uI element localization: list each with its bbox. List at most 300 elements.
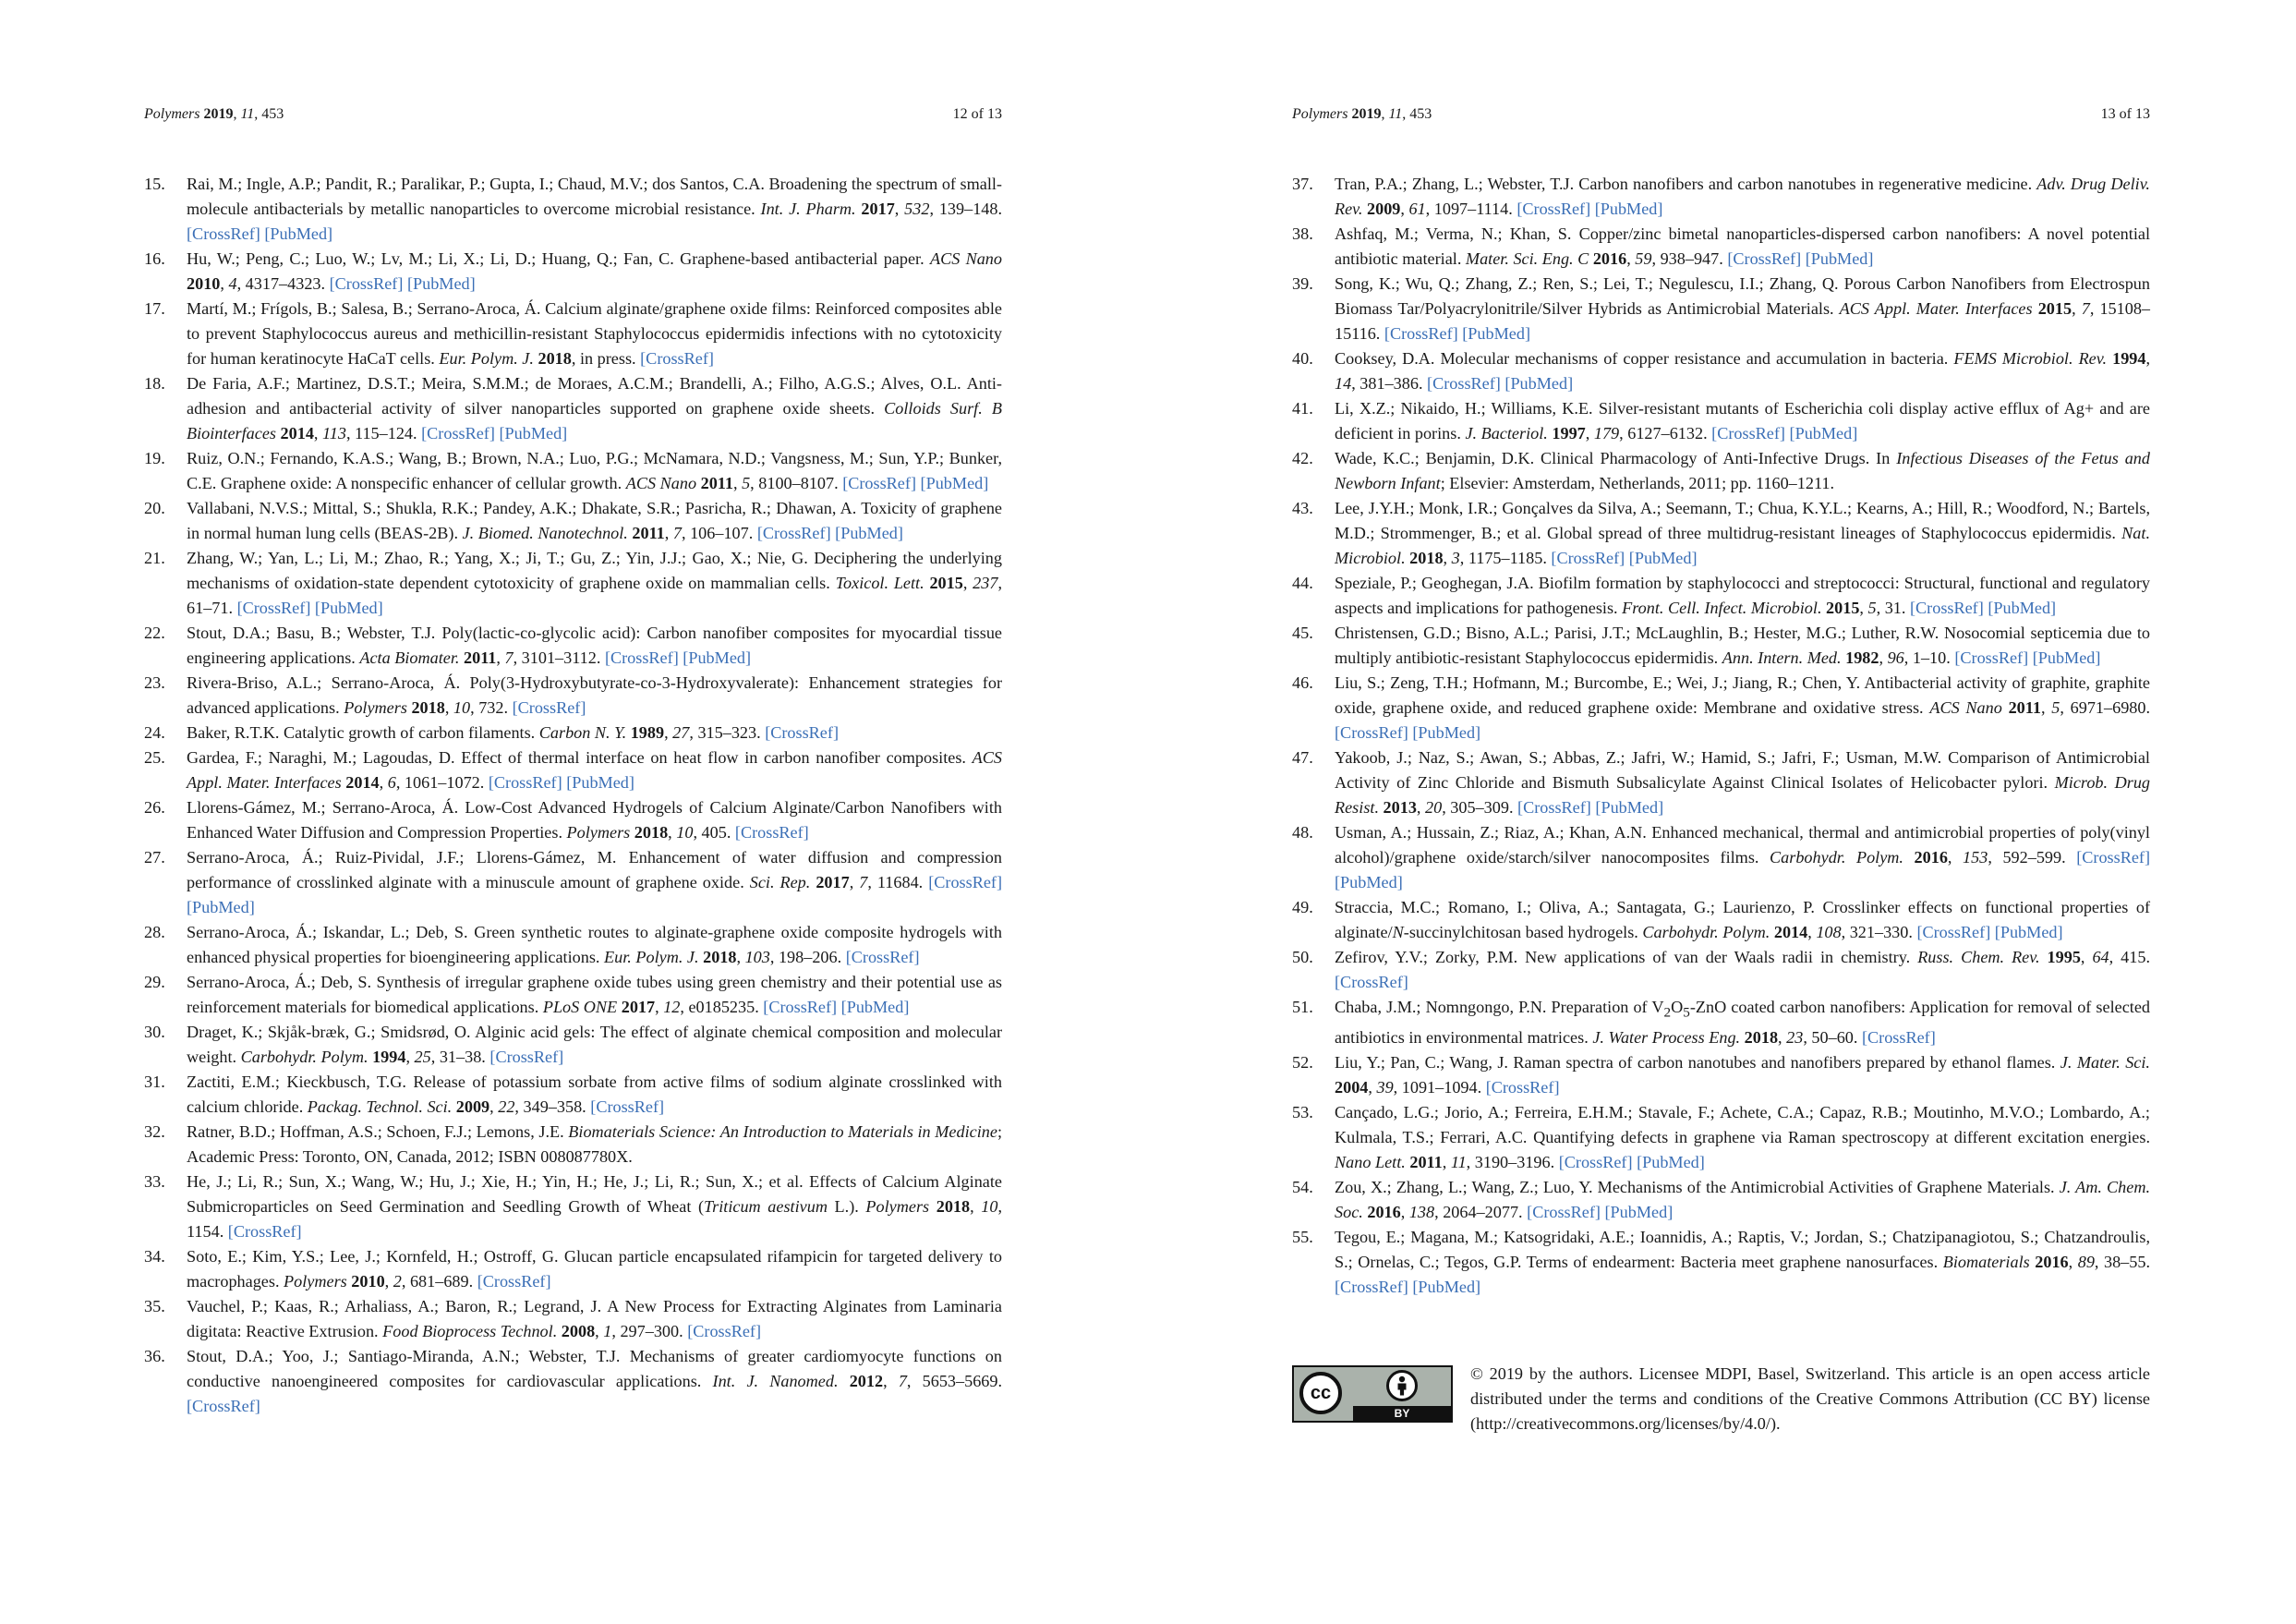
crossref-link[interactable]: [CrossRef] [1517, 798, 1591, 817]
crossref-link[interactable]: [CrossRef] [1335, 973, 1408, 991]
reference-text [187, 671, 1002, 721]
reference-italic-run: Polymers [344, 698, 407, 717]
reference-text [1335, 446, 2150, 496]
reference-year: 1994 [2112, 349, 2146, 368]
journal-citation: Polymers 2019, 11, 453 [1292, 106, 1432, 122]
reference-text-run: , [1400, 1202, 1409, 1221]
reference-year: 2012 [849, 1372, 884, 1390]
reference-number: 21. [144, 549, 165, 567]
reference-number: 52. [1292, 1052, 1313, 1072]
reference-italic-run: Carbohydr. Polym. [1642, 923, 1770, 941]
reference-year: 2016 [1367, 1202, 1401, 1221]
pubmed-link[interactable]: [PubMed] [1805, 249, 1874, 268]
crossref-link[interactable]: [CrossRef] [1727, 249, 1802, 268]
reference-item [1292, 446, 2150, 496]
reference-text-run: , [489, 1097, 499, 1116]
crossref-link[interactable]: [CrossRef] [842, 474, 916, 492]
reference-text [187, 1244, 1002, 1294]
reference-text-run: Stout, D.A.; Yoo, J.; Santiago-Miranda, A.N.; Webster, T.J. Mechanisms of greater cardiomyocyte functions on conductive nanoengineered composites for cardiovascular applications. [187, 1347, 1002, 1390]
reference-italic-run: Int. J. Nanomed. [712, 1372, 839, 1390]
reference-year: 2018 [936, 1197, 971, 1216]
reference-item [144, 1344, 1002, 1419]
reference-year: 2015 [2037, 299, 2072, 318]
crossref-link[interactable]: [CrossRef] [1954, 648, 2029, 667]
reference-number: 27. [144, 848, 165, 867]
reference-text-run: Draget, K.; Skjåk-bræk, G.; Smidsrød, O. Alginic acid gels: The effect of alginate chemical composition and molecular weight. [187, 1023, 1002, 1066]
reference-italic-run: ACS Nano [625, 474, 697, 492]
reference-year: 2009 [455, 1097, 490, 1116]
reference-text-run: , [664, 524, 673, 542]
reference-text-run: L.). [827, 1197, 866, 1216]
reference-text-run: , [2068, 1252, 2078, 1271]
reference-text-run: , [379, 773, 388, 792]
reference-text [1335, 346, 2150, 396]
reference-text [187, 1294, 1002, 1344]
reference-text-run: , 1154. [187, 1197, 1002, 1241]
journal-name: Polymers [1292, 106, 1348, 122]
reference-year: 2011 [2008, 698, 2041, 717]
reference-text [1335, 222, 2150, 272]
reference-text-run: , 38–55. [2094, 1252, 2151, 1271]
reference-text-run: , 415. [2109, 948, 2151, 966]
reference-text-run: Zactiti, E.M.; Kieckbusch, T.G. Release of potassium sorbate from active films of sodium alginate crosslinked with calcium chloride. [187, 1073, 1002, 1116]
reference-year: 2018 [703, 948, 737, 966]
journal-article: , 453 [254, 106, 284, 122]
reference-text-run: , 50–60. [1803, 1027, 1862, 1047]
reference-text-run: Wade, K.C.; Benjamin, D.K. Clinical Pharmacology of Anti-Infective Drugs. In [1335, 449, 1897, 467]
journal-volume: 11 [1388, 106, 1403, 122]
crossref-link[interactable]: [CrossRef] [1711, 424, 1785, 442]
reference-year: 2016 [1592, 249, 1627, 268]
crossref-link[interactable]: [CrossRef] [236, 599, 311, 617]
reference-italic-run: Eur. Polym. J. [604, 948, 699, 966]
reference-italic-run: 12 [663, 998, 681, 1016]
reference-italic-run: Russ. Chem. Rev. [1917, 948, 2040, 966]
pubmed-link[interactable]: [PubMed] [566, 773, 634, 792]
reference-year: 1995 [2047, 948, 2081, 966]
reference-italic-run: Nat. Microbiol. [1335, 524, 2150, 567]
reference-text-run: , 349–358. [514, 1097, 591, 1116]
reference-number: 20. [144, 499, 165, 517]
page-number: 13 of 13 [2100, 106, 2150, 122]
reference-subscript: 2 [1663, 1004, 1672, 1021]
reference-italic-run: 103 [744, 948, 770, 966]
reference-list [144, 172, 1002, 1419]
reference-text-run: , 938–947. [1651, 249, 1728, 268]
journal-volume: 11 [240, 106, 255, 122]
reference-year: 2018 [538, 349, 572, 368]
pubmed-link[interactable]: [PubMed] [264, 224, 333, 243]
reference-number: 36. [144, 1347, 165, 1365]
crossref-link[interactable]: [CrossRef] [765, 723, 839, 742]
crossref-link[interactable]: [CrossRef] [488, 773, 562, 792]
crossref-link[interactable]: [CrossRef] [187, 224, 260, 243]
crossref-link[interactable]: [CrossRef] [1558, 1152, 1633, 1171]
reference-italic-run: 61 [1408, 200, 1426, 218]
reference-year: 2011 [632, 524, 665, 542]
reference-year: 2018 [411, 698, 445, 717]
reference-text-run: Llorens-Gámez, M.; Serrano-Aroca, Á. Low-Cost Advanced Hydrogels of Calcium Alginate/Carbon Nanofibers with Enhanced Water Diffusion and Compression Properties. [187, 798, 1002, 842]
reference-italic-run: 7 [672, 524, 682, 542]
reference-text-run: , [2080, 948, 2093, 966]
reference-text-run: , 321–330. [1841, 923, 1917, 941]
pubmed-link[interactable]: [PubMed] [499, 424, 568, 442]
reference-italic-run: 5 [742, 474, 751, 492]
reference-italic-run: J. Biomed. Nanotechnol. [462, 524, 628, 542]
pubmed-link[interactable]: [PubMed] [1637, 1152, 1705, 1171]
reference-text-run: , 6127–6132. [1619, 424, 1712, 442]
pubmed-link[interactable]: [PubMed] [835, 524, 903, 542]
crossref-link[interactable]: [CrossRef] [1335, 723, 1408, 742]
crossref-link[interactable]: [CrossRef] [477, 1272, 551, 1291]
reference-text [1335, 745, 2150, 820]
crossref-link[interactable]: [CrossRef] [1861, 1027, 1936, 1047]
reference-italic-run: Nano Lett. [1335, 1152, 1406, 1171]
reference-italic-run: Biomaterials [1942, 1252, 2030, 1271]
reference-italic-run: J. Bacteriol. [1465, 424, 1548, 442]
reference-text [187, 845, 1002, 920]
crossref-link[interactable]: [CrossRef] [512, 698, 586, 717]
crossref-link[interactable]: [CrossRef] [928, 873, 1003, 891]
crossref-link[interactable]: [CrossRef] [1384, 324, 1458, 343]
reference-text-run: , [595, 1322, 604, 1340]
reference-year: 2017 [621, 998, 656, 1016]
reference-item [1292, 1050, 2150, 1100]
reference-text-run: Zefirov, Y.V.; Zorky, P.M. New applications of van der Waals radii in chemistry. [1335, 948, 1918, 966]
crossref-link[interactable]: [CrossRef] [1335, 1277, 1408, 1296]
crossref-link[interactable]: [CrossRef] [1916, 923, 1991, 941]
reference-text-run: Baker, R.T.K. Catalytic growth of carbon filaments. [187, 723, 539, 742]
reference-text-run: , [1368, 1077, 1377, 1097]
reference-number: 23. [144, 673, 165, 692]
reference-item [1292, 995, 2150, 1050]
reference-number: 54. [1292, 1177, 1313, 1196]
reference-text [187, 1344, 1002, 1419]
pubmed-link[interactable]: [PubMed] [1504, 374, 1574, 393]
pubmed-link[interactable]: [PubMed] [1994, 923, 2063, 941]
reference-year: 1997 [1552, 424, 1586, 442]
reference-italic-run: 1 [603, 1322, 612, 1340]
reference-text [1335, 1050, 2150, 1100]
reference-year: 2009 [1367, 200, 1401, 218]
reference-number: 31. [144, 1073, 165, 1091]
pubmed-link[interactable]: [PubMed] [1595, 798, 1664, 817]
reference-number: 47. [1292, 748, 1313, 767]
reference-number: 38. [1292, 224, 1313, 243]
pubmed-link[interactable]: [PubMed] [1628, 549, 1698, 567]
reference-number: 33. [144, 1172, 165, 1191]
crossref-link[interactable]: [CrossRef] [687, 1322, 762, 1340]
reference-text-run: , 1061–1072. [395, 773, 489, 792]
crossref-link[interactable]: [CrossRef] [1485, 1077, 1560, 1097]
reference-italic-run: 39 [1376, 1077, 1394, 1097]
reference-text [1335, 671, 2150, 745]
pubmed-link[interactable]: [PubMed] [1988, 599, 2057, 617]
reference-number: 16. [144, 249, 165, 268]
reference-item [144, 1070, 1002, 1120]
reference-text-run: , e0185235. [680, 998, 764, 1016]
reference-item [1292, 1225, 2150, 1300]
crossref-link[interactable]: [CrossRef] [329, 274, 404, 293]
reference-italic-run: 10 [981, 1197, 998, 1216]
reference-number: 43. [1292, 499, 1313, 517]
reference-italic-run: J. Water Process Eng. [1592, 1027, 1741, 1047]
crossref-link[interactable]: [CrossRef] [421, 424, 495, 442]
reference-italic-run: ACS Appl. Mater. Interfaces [187, 748, 1002, 792]
reference-year: 2014 [280, 424, 314, 442]
crossref-link[interactable]: [CrossRef] [763, 998, 838, 1016]
reference-item [144, 721, 1002, 745]
reference-italic-run: 25 [414, 1048, 431, 1066]
reference-text [187, 371, 1002, 446]
pubmed-link[interactable]: [PubMed] [1412, 723, 1481, 742]
reference-text-run: , [313, 424, 322, 442]
reference-italic-run: Polymers [566, 823, 631, 842]
reference-text [1335, 496, 2150, 571]
reference-number: 25. [144, 748, 165, 767]
reference-italic-run: 27 [672, 723, 690, 742]
reference-text-run: , 6971–6980. [2060, 698, 2151, 717]
reference-number: 24. [144, 723, 165, 742]
reference-italic-run: 7 [504, 648, 514, 667]
reference-text-run: , 11684. [867, 873, 929, 891]
reference-item [1292, 671, 2150, 745]
crossref-link[interactable]: [CrossRef] [2076, 848, 2151, 867]
reference-italic-run: Ann. Intern. Med. [1722, 648, 1842, 667]
reference-number: 55. [1292, 1227, 1313, 1246]
reference-item [144, 496, 1002, 546]
person-icon [1386, 1370, 1418, 1401]
reference-item [144, 446, 1002, 496]
pubmed-link[interactable]: [PubMed] [187, 898, 255, 916]
creative-commons-icon: cc [1299, 1372, 1342, 1414]
reference-item [1292, 571, 2150, 621]
reference-text-run: Lee, J.Y.H.; Monk, I.R.; Gonçalves da Silva, A.; Seemann, T.; Chua, K.Y.L.; Kearns, A.; Hill, R.; Woodford, N.; Bartels, M.D.; Strommenger, B.; et al. Global spread of three multidrug-resistant lineages of Staphylococcus epidermidis. [1335, 499, 2150, 542]
reference-year: 2011 [464, 648, 497, 667]
reference-text-run: , [664, 723, 673, 742]
reference-text-run: , [2072, 299, 2082, 318]
reference-text-run: , [894, 200, 905, 218]
journal-citation: Polymers 2019, 11, 453 [144, 106, 284, 122]
pubmed-link[interactable]: [PubMed] [920, 474, 989, 492]
crossref-link[interactable]: [CrossRef] [640, 349, 714, 368]
reference-text-run: Usman, A.; Hussain, Z.; Riaz, A.; Khan, A.N. Enhanced mechanical, thermal and antimicrobial properties of poly(vinyl alcohol)/graphene oxide/starch/silver nanocomposites films. [1335, 823, 2150, 867]
reference-italic-run: Triticum aestivum [704, 1197, 828, 1216]
cc-by-badge[interactable] [1292, 1365, 1453, 1423]
reference-text-run: , 405. [693, 823, 735, 842]
reference-text-run: , [1859, 599, 1868, 617]
reference-text-run: , [668, 823, 677, 842]
reference-number: 53. [1292, 1102, 1313, 1121]
reference-italic-run: 14 [1335, 374, 1352, 393]
reference-text-run: Cançado, L.G.; Jorio, A.; Ferreira, E.H.M.; Stavale, F.; Achete, C.A.; Capaz, R.B.; Moutinho, M.V.O.; Lombardo, A.; Kulmala, T.S.; Ferrari, A.C. Quantifying defects in graphene via Raman spectroscopy at different excitation energies. [1335, 1102, 2150, 1146]
reference-italic-run: 96 [1887, 648, 1904, 667]
reference-text-run: , 4317–4323. [236, 274, 330, 293]
reference-italic-run: Carbohydr. Polym. [240, 1048, 369, 1066]
reference-item [1292, 945, 2150, 995]
reference-text-run: Speziale, P.; Geoghegan, J.A. Biofilm formation by staphylococci and streptococci: Structural, functional and regulatory aspects and implications for pathogenesis. [1335, 574, 2150, 617]
reference-italic-run: 3 [1451, 549, 1460, 567]
reference-text-run: , 681–689. [401, 1272, 477, 1291]
reference-text-run: , [405, 1048, 415, 1066]
reference-text [1335, 895, 2150, 945]
reference-text-run: , [655, 998, 664, 1016]
pubmed-link[interactable]: [PubMed] [2032, 648, 2101, 667]
reference-text-run: , [444, 698, 453, 717]
pubmed-link[interactable]: [PubMed] [840, 998, 910, 1016]
reference-italic-run: 64 [2092, 948, 2109, 966]
reference-text-run: Straccia, M.C.; Romano, I.; Oliva, A.; Santagata, G.; Laurienzo, P. Crosslinker effects on functional properties of alginate/ [1335, 898, 2150, 941]
pubmed-link[interactable]: [PubMed] [1462, 324, 1531, 343]
reference-italic-run: Carbohydr. Polym. [1770, 848, 1903, 867]
reference-text-run: Ratner, B.D.; Hoffman, A.S.; Schoen, F.J.; Lemons, J.E. [187, 1122, 569, 1141]
reference-text-run: He, J.; Li, R.; Sun, X.; Wang, W.; Hu, J.; Xie, H.; Yin, H.; He, J.; Li, R.; Sun, X.; et al. Effects of Calcium Alginate Submicroparticles on Seed Germination and Seedling Growth of Wheat ( [187, 1172, 1002, 1216]
reference-italic-run: Biomaterials Science: An Introduction to Materials in Medicine [568, 1122, 997, 1141]
crossref-link[interactable]: [CrossRef] [604, 648, 679, 667]
crossref-link[interactable]: [CrossRef] [489, 1048, 564, 1066]
pubmed-link[interactable]: [PubMed] [683, 648, 752, 667]
reference-text [187, 745, 1002, 795]
reference-text-run: Cooksey, D.A. Molecular mechanisms of copper resistance and accumulation in bacteria. [1335, 349, 1954, 368]
reference-italic-run: N [1392, 923, 1404, 941]
reference-italic-run: FEMS Microbiol. Rev. [1953, 349, 2108, 368]
reference-text [187, 1120, 1002, 1170]
crossref-link[interactable]: [CrossRef] [227, 1222, 302, 1241]
reference-text-run: Vauchel, P.; Kaas, R.; Arhaliass, A.; Baron, R.; Legrand, J. A New Process for Extracting Alginates from Laminaria digitata: Reactive Extrusion. [187, 1297, 1002, 1340]
reference-text [1335, 995, 2150, 1050]
reference-text-run [2040, 948, 2048, 966]
reference-text [1335, 1100, 2150, 1175]
crossref-link[interactable]: [CrossRef] [1427, 374, 1501, 393]
reference-text-run: , 61–71. [187, 574, 1002, 617]
reference-number: 18. [144, 374, 165, 393]
pubmed-link[interactable]: [PubMed] [1335, 873, 1403, 891]
page-number: 12 of 13 [952, 106, 1002, 122]
reference-item [144, 1294, 1002, 1344]
page-13 [1148, 0, 2296, 1624]
reference-italic-run: 7 [859, 873, 868, 891]
reference-italic-run: 179 [1593, 424, 1620, 442]
reference-number: 35. [144, 1297, 165, 1315]
reference-item [144, 371, 1002, 446]
crossref-link[interactable]: [CrossRef] [590, 1097, 665, 1116]
reference-italic-run: Polymers [865, 1197, 930, 1216]
reference-text-run: , [2040, 698, 2052, 717]
reference-italic-run: Adv. Drug Deliv. Rev. [1335, 175, 2150, 218]
reference-italic-run: 59 [1635, 249, 1652, 268]
reference-italic-run: 2 [393, 1272, 402, 1291]
pubmed-link[interactable]: [PubMed] [1412, 1277, 1481, 1296]
reference-text-run: -ZnO coated carbon nanofibers: Application for removal of selected antibiotics in environmental matrices. [1335, 998, 2151, 1047]
reference-year: 2018 [634, 823, 669, 842]
reference-item [1292, 346, 2150, 396]
crossref-link[interactable]: [CrossRef] [1527, 1202, 1601, 1221]
reference-italic-run: ACS Nano [1929, 698, 2002, 717]
reference-item [144, 1244, 1002, 1294]
reference-item [144, 546, 1002, 621]
reference-year: 2017 [816, 873, 850, 891]
reference-text [187, 621, 1002, 671]
reference-text-run: , 1091–1094. [1393, 1077, 1486, 1097]
reference-italic-run: 237 [973, 574, 998, 592]
reference-text-run: Ruiz, O.N.; Fernando, K.A.S.; Wang, B.; Brown, N.A.; Luo, P.G.; McNamara, N.D.; Vangsness, M.; Sun, Y.P.; Bunker, C.E. Graphene oxide: A nonspecific enhancer of cellular growth. [187, 449, 1002, 492]
crossref-link[interactable]: [CrossRef] [756, 524, 831, 542]
reference-text [187, 546, 1002, 621]
reference-year: 2010 [187, 274, 221, 293]
reference-year: 2011 [700, 474, 733, 492]
reference-item [144, 1170, 1002, 1244]
reference-item [144, 247, 1002, 297]
reference-item [144, 745, 1002, 795]
crossref-link[interactable]: [CrossRef] [1517, 200, 1591, 218]
reference-number: 32. [144, 1122, 165, 1141]
reference-text-run: Yakoob, J.; Naz, S.; Awan, S.; Abbas, Z.; Jafri, W.; Hamid, S.; Jafri, F.; Usman, M.W. Comparison of Antimicrobial Activity of Zinc Chloride and Bismuth Subsalicylate Against Clinical Isolates of Helicobacter pylori. [1335, 748, 2150, 792]
reference-text [1335, 1175, 2150, 1225]
reference-text [187, 172, 1002, 247]
reference-text-run: Tran, P.A.; Zhang, L.; Webster, T.J. Carbon nanofibers and carbon nanotubes in regenerative medicine. [1335, 175, 2037, 193]
reference-text-run: De Faria, A.F.; Martinez, D.S.T.; Meira, S.M.M.; de Moraes, A.C.M.; Brandelli, A.; Filho, A.G.S.; Alves, O.L. Anti-adhesion and antibacterial activity of silver nanoparticles supported on graphene oxide sheets. [187, 374, 1002, 418]
reference-year: 2014 [345, 773, 380, 792]
reference-italic-run: Carbon N. Y. [538, 723, 627, 742]
reference-text [187, 297, 1002, 371]
crossref-link[interactable]: [CrossRef] [1551, 549, 1625, 567]
reference-text-run: , 592–599. [1988, 848, 2077, 867]
crossref-link[interactable]: [CrossRef] [734, 823, 809, 842]
reference-number: 41. [1292, 399, 1313, 418]
pubmed-link[interactable]: [PubMed] [1789, 424, 1858, 442]
reference-text-run [839, 1372, 850, 1390]
reference-text-run: , [736, 948, 745, 966]
reference-year: 2016 [2035, 1252, 2069, 1271]
reference-number: 40. [1292, 349, 1313, 368]
pubmed-link[interactable]: [PubMed] [1594, 200, 1663, 218]
reference-italic-run: 7 [898, 1372, 907, 1390]
reference-text-run: , [970, 1197, 982, 1216]
reference-item [144, 1020, 1002, 1070]
crossref-link[interactable]: [CrossRef] [1909, 599, 1984, 617]
reference-year: 1989 [630, 723, 665, 742]
crossref-link[interactable]: [CrossRef] [187, 1397, 260, 1415]
by-label: BY [1353, 1406, 1451, 1421]
reference-italic-run: 10 [453, 698, 471, 717]
reference-year: 2018 [1409, 549, 1444, 567]
reference-text-run: , 3101–3112. [513, 648, 605, 667]
reference-text-run: , 315–323. [689, 723, 766, 742]
reference-item [144, 621, 1002, 671]
reference-text-run: , 3190–3196. [1466, 1152, 1559, 1171]
reference-text-run: , [1585, 424, 1594, 442]
reference-text-run: , 8100–8107. [750, 474, 843, 492]
pubmed-link[interactable]: [PubMed] [314, 599, 383, 617]
reference-number: 51. [1292, 998, 1313, 1016]
crossref-link[interactable]: [CrossRef] [845, 948, 920, 966]
reference-text-run: , 305–309. [1442, 798, 1518, 817]
reference-text-run [1903, 848, 1915, 867]
reference-italic-run: Colloids Surf. B Biointerfaces [187, 399, 1003, 442]
reference-text-run: Vallabani, N.V.S.; Mittal, S.; Shukla, R.K.; Pandey, A.K.; Dhakate, S.R.; Pasricha, R.; Dhawan, A. Toxicity of graphene in normal human lung cells (BEAS-2B). [187, 499, 1002, 542]
reference-item [144, 920, 1002, 970]
reference-year: 2015 [1826, 599, 1860, 617]
pubmed-link[interactable]: [PubMed] [406, 274, 476, 293]
reference-item [144, 1120, 1002, 1170]
reference-italic-run: 6 [387, 773, 396, 792]
reference-italic-run: PLoS ONE [542, 998, 618, 1016]
reference-italic-run: 4 [228, 274, 237, 293]
reference-number: 28. [144, 923, 165, 941]
reference-text-run: Ashfaq, M.; Verma, N.; Khan, S. Copper/zinc bimetal nanoparticles-dispersed carbon nanofibers: A novel potential antibiotic material. [1335, 224, 2150, 268]
reference-item [144, 671, 1002, 721]
pubmed-link[interactable]: [PubMed] [1604, 1202, 1674, 1221]
